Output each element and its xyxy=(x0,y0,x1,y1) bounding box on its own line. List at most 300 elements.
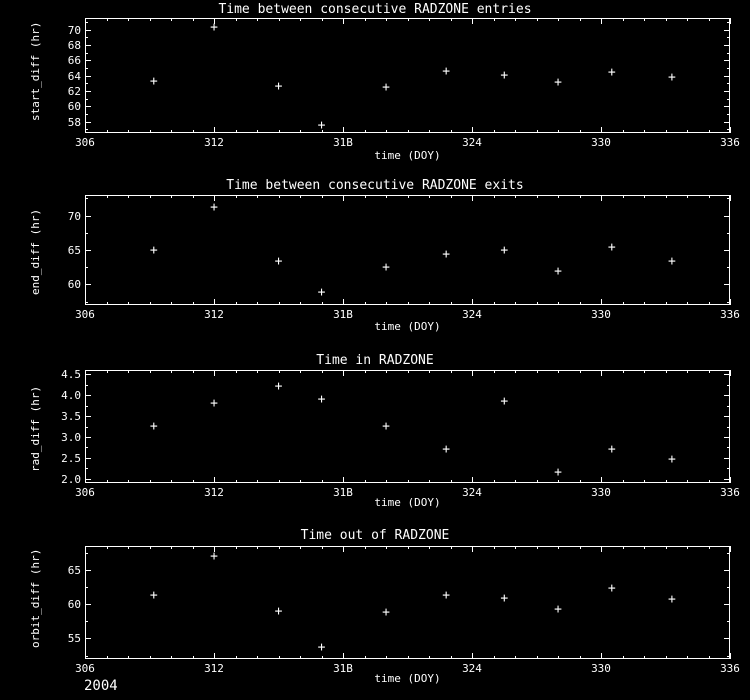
x-minor-tick xyxy=(214,302,215,305)
x-minor-tick xyxy=(558,480,559,483)
x-minor-tick xyxy=(386,480,387,483)
x-minor-tick xyxy=(128,370,129,373)
y-tick-label: 60 xyxy=(67,598,81,612)
x-minor-tick xyxy=(601,656,602,659)
x-minor-tick xyxy=(623,656,624,659)
x-minor-tick xyxy=(644,656,645,659)
data-point-marker: + xyxy=(442,247,451,263)
y-minor-tick xyxy=(727,37,730,38)
x-minor-tick xyxy=(666,18,667,21)
y-minor-tick xyxy=(727,416,730,417)
x-minor-tick xyxy=(343,130,344,133)
x-minor-tick xyxy=(730,18,731,21)
data-point-marker: + xyxy=(274,253,283,269)
x-minor-tick xyxy=(128,546,129,549)
x-minor-tick xyxy=(150,370,151,373)
y-tick-label: 64 xyxy=(67,69,81,83)
x-minor-tick xyxy=(580,480,581,483)
x-minor-tick xyxy=(279,370,280,373)
x-minor-tick xyxy=(171,546,172,549)
x-minor-tick xyxy=(494,130,495,133)
y-minor-tick xyxy=(727,570,730,571)
x-axis-label: time (DOY) xyxy=(374,496,441,509)
y-minor-tick xyxy=(727,656,730,657)
x-minor-tick xyxy=(644,302,645,305)
x-minor-tick xyxy=(537,130,538,133)
y-minor-tick xyxy=(85,122,88,123)
data-point-marker: + xyxy=(210,19,218,35)
y-tick-label: 65 xyxy=(67,244,81,257)
x-tick-label: 306 xyxy=(75,662,95,675)
y-minor-tick xyxy=(727,479,730,480)
x-minor-tick xyxy=(515,302,516,305)
x-minor-tick xyxy=(107,370,108,373)
x-minor-tick xyxy=(709,480,710,483)
y-minor-tick xyxy=(727,587,730,588)
y-minor-tick xyxy=(85,106,88,107)
y-minor-tick xyxy=(727,406,730,407)
x-tick-label: 330 xyxy=(591,662,611,675)
y-minor-tick xyxy=(727,302,730,303)
x-minor-tick xyxy=(150,480,151,483)
x-minor-tick xyxy=(515,130,516,133)
y-minor-tick xyxy=(727,216,730,217)
x-minor-tick xyxy=(601,370,602,373)
x-minor-tick xyxy=(386,546,387,549)
x-minor-tick xyxy=(236,370,237,373)
x-minor-tick xyxy=(601,302,602,305)
y-tick-label: 2.0 xyxy=(61,472,81,486)
x-minor-tick xyxy=(623,18,624,21)
data-point-marker: + xyxy=(210,199,218,215)
data-point-marker: + xyxy=(500,591,509,607)
chart-title: Time in RADZONE xyxy=(316,353,434,368)
x-minor-tick xyxy=(644,546,645,549)
y-minor-tick xyxy=(85,284,88,285)
x-minor-tick xyxy=(666,195,667,198)
data-point-marker: + xyxy=(607,580,616,596)
x-minor-tick xyxy=(687,480,688,483)
x-minor-tick xyxy=(666,546,667,549)
x-minor-tick xyxy=(128,302,129,305)
x-minor-tick xyxy=(666,370,667,373)
x-minor-tick xyxy=(365,195,366,198)
x-minor-tick xyxy=(128,195,129,198)
y-tick-label: 3.5 xyxy=(61,410,81,424)
chart-title: Time between consecutive RADZONE exits xyxy=(226,178,524,193)
x-tick-label: 324 xyxy=(462,136,482,149)
x-minor-tick xyxy=(322,302,323,305)
x-minor-tick xyxy=(494,195,495,198)
x-tick-label: 306 xyxy=(75,136,95,149)
x-minor-tick xyxy=(365,546,366,549)
y-minor-tick xyxy=(85,267,88,268)
x-minor-tick xyxy=(150,546,151,549)
x-minor-tick xyxy=(386,302,387,305)
x-minor-tick xyxy=(193,370,194,373)
y-axis-label: end_diff (hr) xyxy=(29,208,42,295)
x-minor-tick xyxy=(322,18,323,21)
x-tick-label: 312 xyxy=(204,486,224,499)
x-minor-tick xyxy=(558,370,559,373)
y-minor-tick xyxy=(727,553,730,554)
x-minor-tick xyxy=(558,656,559,659)
data-point-marker: + xyxy=(274,379,283,395)
x-minor-tick xyxy=(644,480,645,483)
x-minor-tick xyxy=(709,546,710,549)
x-minor-tick xyxy=(558,130,559,133)
x-minor-tick xyxy=(537,370,538,373)
x-minor-tick xyxy=(451,546,452,549)
data-point-marker: + xyxy=(274,78,283,94)
y-tick-label: 4.0 xyxy=(61,389,81,403)
x-minor-tick xyxy=(623,370,624,373)
chart-title: Time out of RADZONE xyxy=(300,528,450,543)
y-minor-tick xyxy=(85,45,88,46)
x-minor-tick xyxy=(343,370,344,373)
x-minor-tick xyxy=(580,370,581,373)
data-point-marker: + xyxy=(500,242,509,258)
x-minor-tick xyxy=(343,18,344,21)
x-minor-tick xyxy=(515,656,516,659)
y-tick-label: 60 xyxy=(67,100,81,114)
x-tick-label: 312 xyxy=(204,308,224,321)
y-minor-tick xyxy=(85,68,88,69)
x-minor-tick xyxy=(472,302,473,305)
x-minor-tick xyxy=(171,480,172,483)
x-minor-tick xyxy=(107,546,108,549)
x-minor-tick xyxy=(300,656,301,659)
x-minor-tick xyxy=(107,130,108,133)
x-minor-tick xyxy=(193,302,194,305)
plot-area xyxy=(85,370,730,483)
x-minor-tick xyxy=(171,656,172,659)
y-minor-tick xyxy=(727,437,730,438)
x-minor-tick xyxy=(429,302,430,305)
x-minor-tick xyxy=(300,130,301,133)
y-minor-tick xyxy=(85,570,88,571)
data-point-marker: + xyxy=(149,243,158,259)
y-tick-label: 58 xyxy=(67,115,81,129)
y-minor-tick xyxy=(85,233,88,234)
y-minor-tick xyxy=(85,385,88,386)
data-point-marker: + xyxy=(668,253,676,269)
chart-title: Time between consecutive RADZONE entries xyxy=(218,2,532,17)
x-minor-tick xyxy=(193,480,194,483)
x-minor-tick xyxy=(279,195,280,198)
y-minor-tick xyxy=(85,621,88,622)
x-minor-tick xyxy=(193,130,194,133)
y-minor-tick xyxy=(85,587,88,588)
x-minor-tick xyxy=(214,195,215,198)
x-minor-tick xyxy=(171,302,172,305)
data-point-marker: + xyxy=(607,239,616,255)
x-minor-tick xyxy=(343,302,344,305)
x-tick-label: 324 xyxy=(462,486,482,499)
x-minor-tick xyxy=(451,370,452,373)
x-minor-tick xyxy=(386,656,387,659)
x-minor-tick xyxy=(365,130,366,133)
y-minor-tick xyxy=(727,91,730,92)
y-minor-tick xyxy=(85,99,88,100)
x-minor-tick xyxy=(257,195,258,198)
data-point-marker: + xyxy=(500,68,509,83)
x-minor-tick xyxy=(687,370,688,373)
x-minor-tick xyxy=(343,480,344,483)
y-minor-tick xyxy=(85,91,88,92)
x-minor-tick xyxy=(150,18,151,21)
x-minor-tick xyxy=(472,130,473,133)
x-minor-tick xyxy=(644,130,645,133)
x-minor-tick xyxy=(687,656,688,659)
x-minor-tick xyxy=(515,195,516,198)
x-minor-tick xyxy=(472,18,473,21)
y-minor-tick xyxy=(85,458,88,459)
data-point-marker: + xyxy=(210,548,218,564)
y-minor-tick xyxy=(85,250,88,251)
y-minor-tick xyxy=(727,83,730,84)
x-minor-tick xyxy=(85,370,86,373)
x-minor-tick xyxy=(537,195,538,198)
x-minor-tick xyxy=(257,370,258,373)
data-point-marker: + xyxy=(554,74,562,90)
x-minor-tick xyxy=(601,18,602,21)
data-point-marker: + xyxy=(149,587,158,603)
x-minor-tick xyxy=(515,480,516,483)
x-minor-tick xyxy=(537,656,538,659)
x-minor-tick xyxy=(257,656,258,659)
x-minor-tick xyxy=(709,130,710,133)
x-tick-label: 324 xyxy=(462,662,482,675)
data-point-marker: + xyxy=(607,442,616,458)
x-minor-tick xyxy=(494,546,495,549)
x-minor-tick xyxy=(107,480,108,483)
x-minor-tick xyxy=(730,656,731,659)
x-minor-tick xyxy=(687,195,688,198)
data-point-marker: + xyxy=(317,117,326,133)
plot-area xyxy=(85,18,730,133)
y-minor-tick xyxy=(85,656,88,657)
x-minor-tick xyxy=(515,18,516,21)
y-minor-tick xyxy=(727,129,730,130)
x-tick-label: 330 xyxy=(591,136,611,149)
x-minor-tick xyxy=(408,546,409,549)
y-minor-tick xyxy=(727,284,730,285)
x-minor-tick xyxy=(365,370,366,373)
y-minor-tick xyxy=(727,68,730,69)
plot-area xyxy=(85,546,730,659)
x-minor-tick xyxy=(193,195,194,198)
x-minor-tick xyxy=(709,656,710,659)
y-tick-label: 60 xyxy=(67,278,81,292)
y-minor-tick xyxy=(727,458,730,459)
x-minor-tick xyxy=(494,370,495,373)
x-minor-tick xyxy=(709,195,710,198)
x-minor-tick xyxy=(279,130,280,133)
x-minor-tick xyxy=(408,480,409,483)
data-point-marker: + xyxy=(149,74,158,90)
x-minor-tick xyxy=(236,18,237,21)
x-minor-tick xyxy=(343,195,344,198)
x-minor-tick xyxy=(408,130,409,133)
y-minor-tick xyxy=(85,374,88,375)
data-point-marker: + xyxy=(554,602,562,618)
data-point-marker: + xyxy=(607,64,616,80)
x-minor-tick xyxy=(537,302,538,305)
x-minor-tick xyxy=(408,370,409,373)
x-minor-tick xyxy=(171,18,172,21)
x-minor-tick xyxy=(451,480,452,483)
x-minor-tick xyxy=(85,18,86,21)
y-minor-tick xyxy=(727,233,730,234)
x-minor-tick xyxy=(236,130,237,133)
x-minor-tick xyxy=(128,130,129,133)
x-tick-label: 31B xyxy=(333,662,353,675)
x-minor-tick xyxy=(85,480,86,483)
y-minor-tick xyxy=(85,198,88,199)
x-minor-tick xyxy=(236,195,237,198)
x-minor-tick xyxy=(601,480,602,483)
x-minor-tick xyxy=(666,302,667,305)
x-minor-tick xyxy=(666,480,667,483)
y-axis-label: start_diff (hr) xyxy=(29,21,42,121)
x-minor-tick xyxy=(171,130,172,133)
y-tick-label: 68 xyxy=(67,38,81,52)
x-minor-tick xyxy=(623,480,624,483)
x-minor-tick xyxy=(150,656,151,659)
x-minor-tick xyxy=(687,302,688,305)
data-point-marker: + xyxy=(382,260,390,276)
x-minor-tick xyxy=(171,370,172,373)
x-minor-tick xyxy=(494,656,495,659)
x-axis-label: time (DOY) xyxy=(374,149,441,162)
y-minor-tick xyxy=(727,198,730,199)
x-minor-tick xyxy=(601,130,602,133)
x-minor-tick xyxy=(408,302,409,305)
x-minor-tick xyxy=(171,195,172,198)
x-minor-tick xyxy=(429,130,430,133)
plot-area xyxy=(85,195,730,305)
x-tick-label: 31B xyxy=(333,486,353,499)
x-minor-tick xyxy=(279,18,280,21)
x-minor-tick xyxy=(322,370,323,373)
y-axis-label: rad_diff (hr) xyxy=(29,385,42,472)
x-minor-tick xyxy=(300,480,301,483)
x-minor-tick xyxy=(85,546,86,549)
x-minor-tick xyxy=(408,18,409,21)
y-axis-label: orbit_diff (hr) xyxy=(29,548,42,648)
x-minor-tick xyxy=(322,656,323,659)
x-minor-tick xyxy=(386,370,387,373)
data-point-marker: + xyxy=(668,70,676,86)
x-minor-tick xyxy=(537,546,538,549)
x-minor-tick xyxy=(107,656,108,659)
x-minor-tick xyxy=(666,130,667,133)
x-minor-tick xyxy=(687,130,688,133)
x-minor-tick xyxy=(365,302,366,305)
y-minor-tick xyxy=(727,638,730,639)
x-minor-tick xyxy=(343,546,344,549)
x-minor-tick xyxy=(429,18,430,21)
x-minor-tick xyxy=(451,18,452,21)
y-minor-tick xyxy=(727,621,730,622)
x-minor-tick xyxy=(107,302,108,305)
y-minor-tick xyxy=(727,45,730,46)
x-minor-tick xyxy=(730,130,731,133)
x-minor-tick xyxy=(709,18,710,21)
x-minor-tick xyxy=(322,546,323,549)
x-minor-tick xyxy=(408,195,409,198)
data-point-marker: + xyxy=(442,588,451,604)
x-tick-label: 306 xyxy=(75,308,95,321)
x-minor-tick xyxy=(494,302,495,305)
x-minor-tick xyxy=(107,195,108,198)
x-minor-tick xyxy=(472,546,473,549)
data-point-marker: + xyxy=(554,263,562,279)
y-minor-tick xyxy=(727,250,730,251)
x-minor-tick xyxy=(515,546,516,549)
x-minor-tick xyxy=(730,546,731,549)
x-tick-label: 324 xyxy=(462,308,482,321)
y-minor-tick xyxy=(727,22,730,23)
y-tick-label: 66 xyxy=(67,54,81,68)
y-tick-label: 55 xyxy=(67,632,81,646)
y-minor-tick xyxy=(727,114,730,115)
x-minor-tick xyxy=(580,195,581,198)
x-axis-label: time (DOY) xyxy=(374,672,441,685)
y-minor-tick xyxy=(85,553,88,554)
x-minor-tick xyxy=(429,370,430,373)
year-label: 2004 xyxy=(84,678,118,694)
x-minor-tick xyxy=(257,480,258,483)
y-tick-label: 70 xyxy=(67,209,81,223)
x-tick-label: 330 xyxy=(591,308,611,321)
y-minor-tick xyxy=(727,30,730,31)
x-minor-tick xyxy=(128,480,129,483)
x-minor-tick xyxy=(472,370,473,373)
x-minor-tick xyxy=(558,195,559,198)
x-tick-label: 330 xyxy=(591,486,611,499)
x-minor-tick xyxy=(580,18,581,21)
x-minor-tick xyxy=(623,130,624,133)
x-minor-tick xyxy=(128,18,129,21)
data-point-marker: + xyxy=(668,591,676,607)
x-minor-tick xyxy=(666,656,667,659)
data-point-marker: + xyxy=(210,395,218,411)
x-minor-tick xyxy=(601,195,602,198)
data-point-marker: + xyxy=(274,604,283,620)
y-minor-tick xyxy=(85,416,88,417)
x-minor-tick xyxy=(730,480,731,483)
x-minor-tick xyxy=(150,130,151,133)
x-minor-tick xyxy=(279,302,280,305)
x-minor-tick xyxy=(257,18,258,21)
x-minor-tick xyxy=(300,18,301,21)
data-point-marker: + xyxy=(442,64,451,80)
x-minor-tick xyxy=(687,18,688,21)
y-minor-tick xyxy=(85,479,88,480)
y-minor-tick xyxy=(727,76,730,77)
y-minor-tick xyxy=(85,302,88,303)
x-minor-tick xyxy=(257,130,258,133)
x-minor-tick xyxy=(644,370,645,373)
x-minor-tick xyxy=(580,302,581,305)
data-point-marker: + xyxy=(149,419,158,434)
x-minor-tick xyxy=(494,18,495,21)
x-minor-tick xyxy=(580,656,581,659)
x-minor-tick xyxy=(537,480,538,483)
x-minor-tick xyxy=(730,302,731,305)
